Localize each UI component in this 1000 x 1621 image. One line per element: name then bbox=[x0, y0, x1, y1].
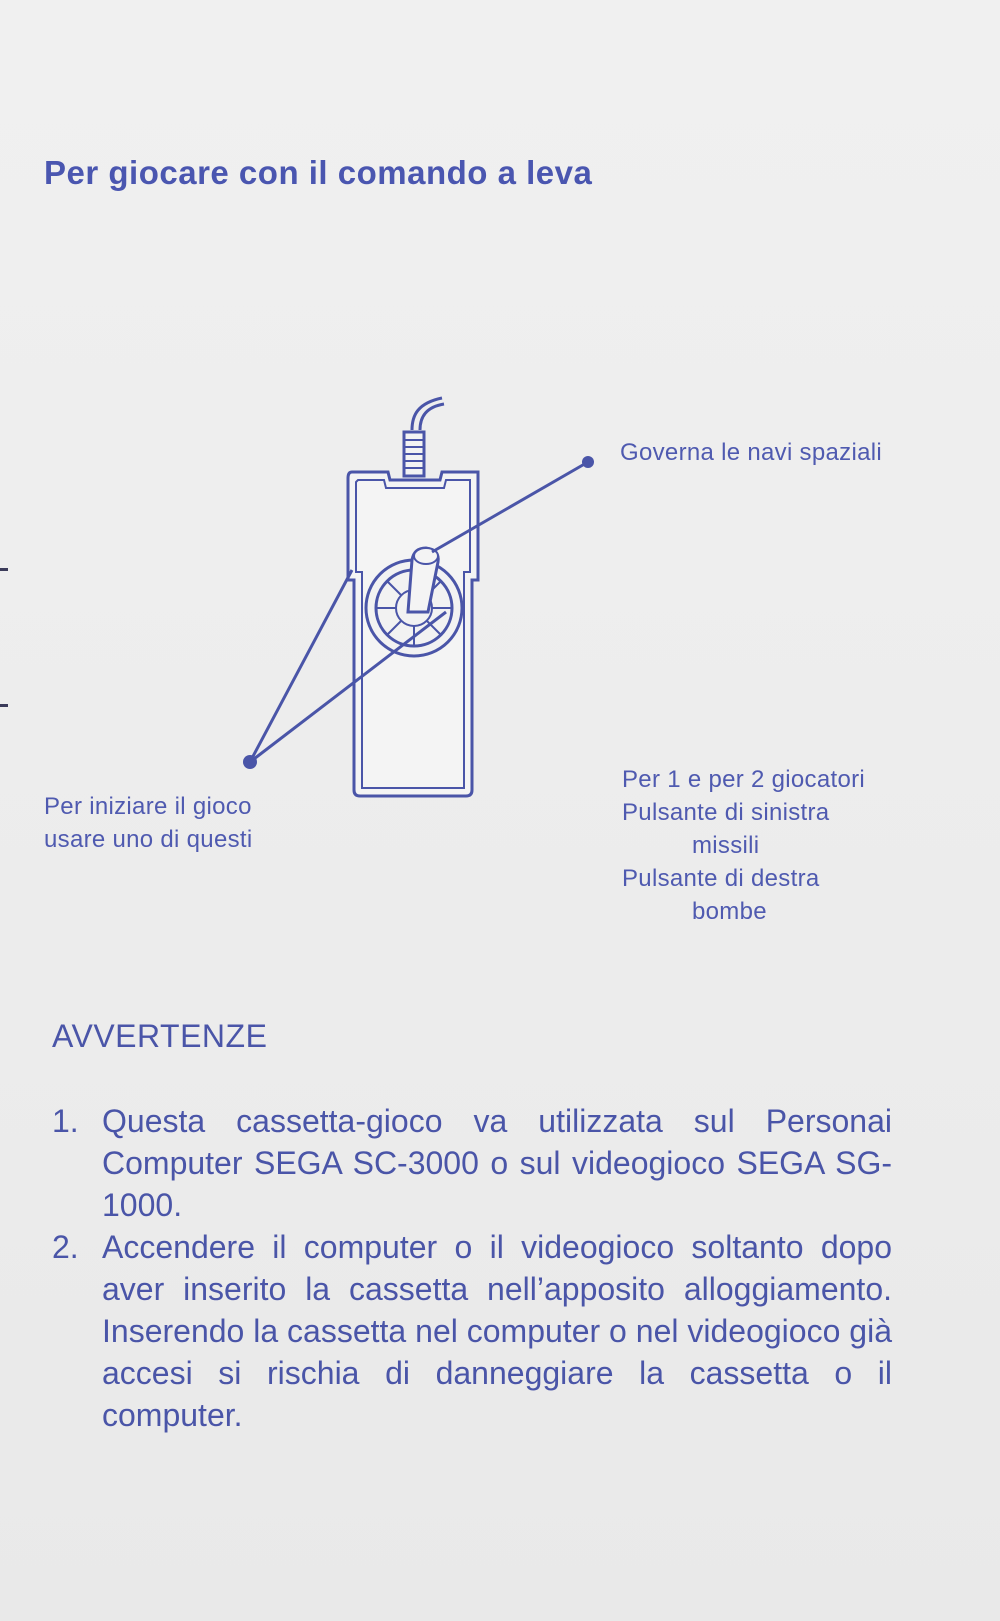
warning-text: Accendere il computer o il videogioco soltanto dopo aver inserito la cassetta nell’apposito alloggiamento. Inserendo la cassetta nel computer o nel videogioco già accesi si rischia di danneggiare la cassetta o il computer. bbox=[102, 1229, 892, 1433]
cable-connector bbox=[404, 432, 424, 476]
warning-item bbox=[52, 1100, 892, 1226]
callout-joystick: Governa le navi spaziali bbox=[620, 439, 883, 466]
callout-buttons-line5: bombe bbox=[692, 898, 767, 925]
page-title: Per giocare con il comando a leva bbox=[44, 154, 593, 191]
warning-number: 1. bbox=[52, 1103, 79, 1139]
warnings-heading: AVVERTENZE bbox=[52, 1018, 268, 1054]
callout-buttons-line2: Pulsante di sinistra bbox=[622, 799, 830, 826]
callout-start-line2: usare uno di questi bbox=[44, 826, 253, 853]
callout-start-line1: Per iniziare il gioco bbox=[44, 793, 252, 820]
callout-start bbox=[44, 790, 253, 856]
warning-number: 2. bbox=[52, 1229, 79, 1265]
callout-line-start-1 bbox=[250, 570, 352, 762]
callout-buttons-line4: Pulsante di destra bbox=[622, 865, 820, 892]
scan-edge-mark bbox=[0, 704, 8, 707]
callout-buttons bbox=[622, 763, 865, 928]
warning-text: Questa cassetta-gioco va utilizzata sul Personai Computer SEGA SC-3000 o sul videogioco SEGA SG-1000. bbox=[102, 1103, 892, 1223]
callout-dot-joystick bbox=[582, 456, 594, 468]
callout-buttons-line3: missili bbox=[692, 832, 760, 859]
scan-edge-mark bbox=[0, 568, 8, 571]
warnings-list bbox=[52, 1100, 892, 1436]
joystick-cable bbox=[412, 398, 442, 430]
callout-buttons-line1: Per 1 e per 2 giocatori bbox=[622, 766, 866, 793]
callout-dot-start bbox=[243, 755, 257, 769]
warning-item bbox=[52, 1226, 892, 1436]
